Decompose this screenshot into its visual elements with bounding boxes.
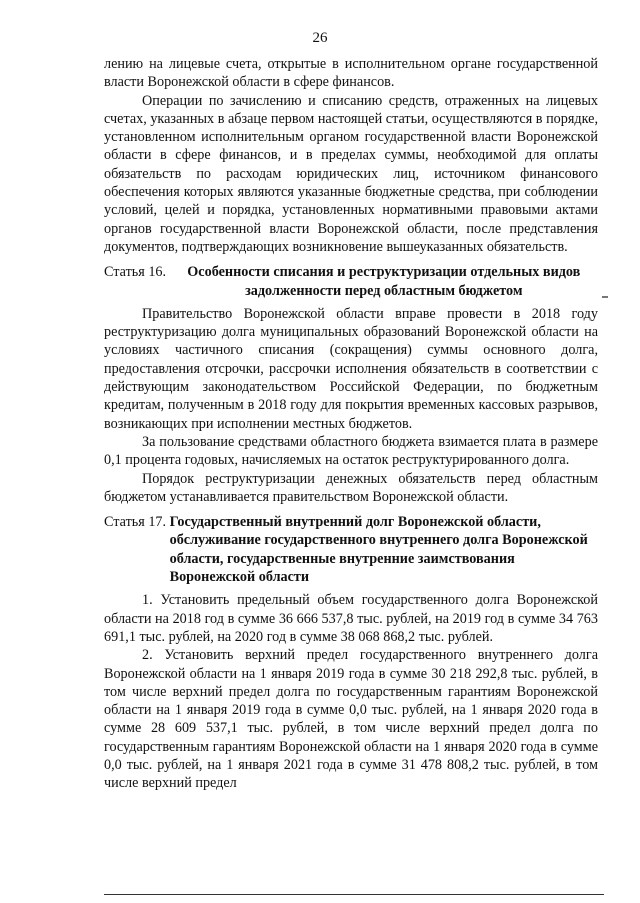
- paragraph: 1. Установить предельный объем государственного долга Воронежской области на 2018 год в сумме 36 666 537,8 тыс. рублей, на 2019 год в сумме 34 763 691,1 тыс. рублей, на 2020 год в сумме 38 068 868,2 тыс. рублей.: [104, 592, 598, 645]
- document-body: [104, 55, 598, 793]
- margin-mark: [602, 296, 608, 298]
- paragraph: За пользование средствами областного бюджета взимается плата в размере 0,1 процента годовых, начисляемых на остаток реструктурированного долга.: [104, 433, 598, 469]
- page-number: 26: [312, 30, 328, 46]
- paragraph: лению на лицевые счета, открытые в исполнительном органе государственной власти Воронежской области в сфере финансов.: [104, 56, 598, 91]
- paragraph: Порядок реструктуризации денежных обязательств перед областным бюджетом устанавливается правительством Воронежской области.: [104, 470, 598, 505]
- paragraph: Правительство Воронежской области вправе провести в 2018 году реструктуризацию долга муниципальных образований Воронежской области на условиях частичного списания (сокращения) суммы основного долга, предоставления отсрочки, рассрочки исполнения обязательств в соответствии с действующим законодательством Российской Федерации, по бюджетным кредитам, полученным в 2018 году для покрытия временных кассовых разрывов, возникающих при исполнении местных бюджетов.: [104, 305, 598, 432]
- article-16-label: Статья 16.: [104, 264, 170, 281]
- article-17-title: Государственный внутренний долг Воронежской области, обслуживание государственного внутреннего долга Воронежской области, государственные внутренние заимствования Воронежской области: [169, 514, 588, 586]
- paragraph: Операции по зачислению и списанию средств, отраженных на лицевых счетах, указанных в абзаце первом настоящей статьи, осуществляются в порядке, установленном исполнительным органом государственной власти Воронежской области в сфере финансов, и в пределах суммы, необходимой для оплаты обязательств по расходам юридических лиц, источником финансового обеспечения которых являются указанные бюджетные средства, при соблюдении условий, целей и порядка, установленных нормативными правовыми актами органов государственной власти Воронежской области, после представления документов, подтверждающих возникновение вышеуказанных обязательств.: [104, 92, 598, 255]
- article-17-label: Статья 17.: [104, 514, 170, 531]
- bottom-rule: [104, 894, 604, 895]
- article-16-title: Особенности списания и реструктуризации отдельных видов задолженности перед областным бюджетом: [187, 264, 581, 299]
- paragraph: 2. Установить верхний предел государственного внутреннего долга Воронежской области на 1 января 2019 года в сумме 30 218 292,8 тыс. рублей, в том числе верхний предел долга по государственным гарантиям Воронежской области на 1 января 2019 года в сумме 0,0 тыс. рублей, на 1 января 2020 года в сумме 28 609 537,1 тыс. рублей, в том числе верхний предел долга по государственным гарантиям Воронежской области на 1 января 2020 года в сумме 0,0 тыс. рублей, на 1 января 2021 года в сумме 31 478 808,2 тыс. рублей, в том числе верхний предел: [104, 647, 598, 792]
- article-17-heading: [104, 513, 598, 586]
- article-16-heading: [104, 263, 598, 300]
